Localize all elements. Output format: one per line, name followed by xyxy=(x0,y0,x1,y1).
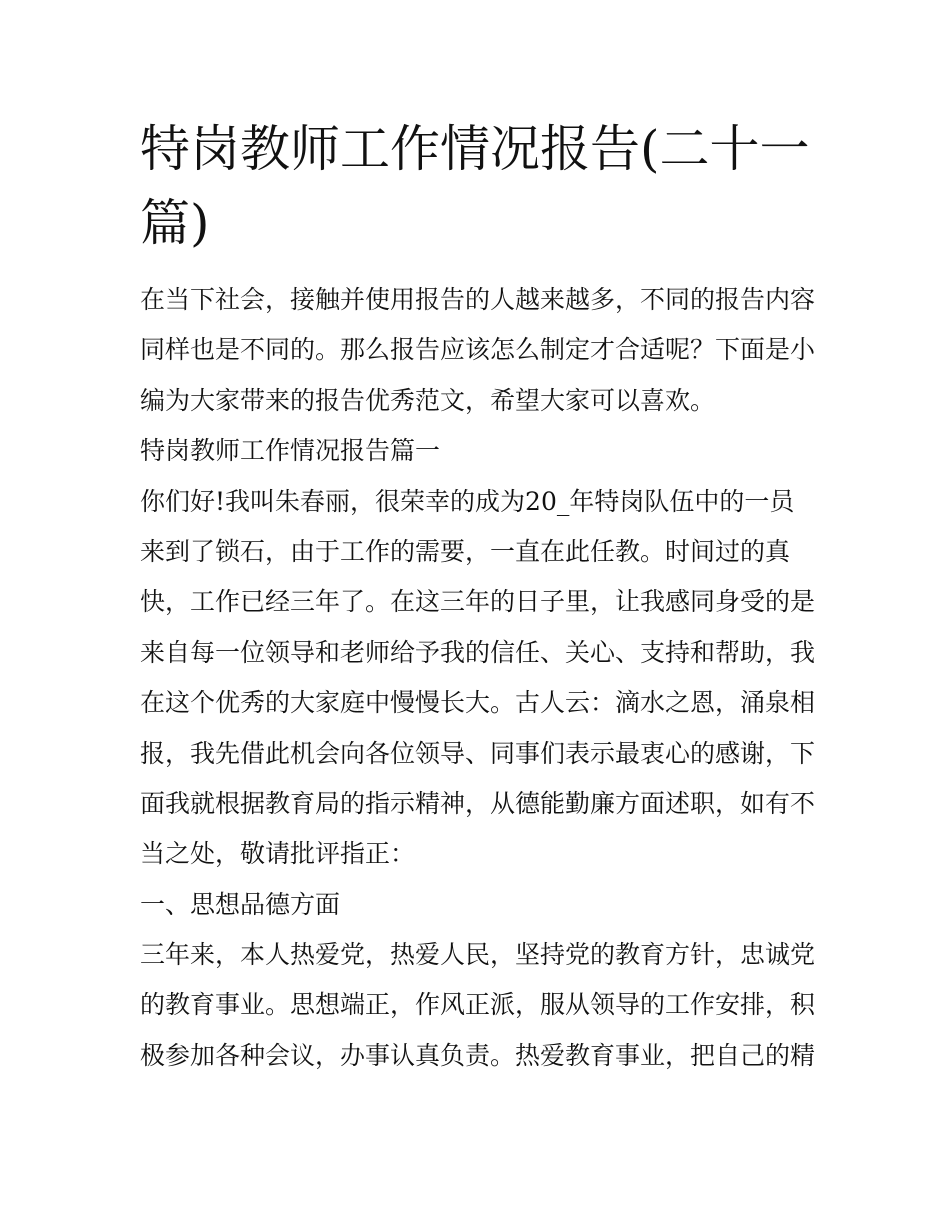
title-line-2: 篇) xyxy=(140,194,210,252)
subsection-heading: 一、思想品德方面 xyxy=(140,889,341,919)
paragraph-line: 在这个优秀的大家庭中慢慢长大。古人云：滴水之恩，涌泉相 xyxy=(140,688,816,718)
paragraph-line: 的教育事业。思想端正，作风正派，服从领导的工作安排，积 xyxy=(140,990,816,1020)
paragraph-line: 三年来，本人热爱党，热爱人民，坚持党的教育方针，忠诚党 xyxy=(140,940,816,970)
intro-line-1: 在当下社会，接触并使用报告的人越来越多，不同的报告内容 xyxy=(140,285,816,314)
paragraph-line: 极参加各种会议，办事认真负责。热爱教育事业，把自己的精 xyxy=(140,1040,816,1070)
paragraph-line: 面我就根据教育局的指示精神，从德能勤廉方面述职，如有不 xyxy=(140,788,816,818)
document-body xyxy=(140,275,830,1081)
paragraph-line: 快，工作已经三年了。在这三年的日子里，让我感同身受的是 xyxy=(140,587,816,617)
intro-line-3: 编为大家带来的报告优秀范文，希望大家可以喜欢。 xyxy=(140,385,716,415)
paragraph-line: 报，我先借此机会向各位领导、同事们表示最衷心的感谢，下 xyxy=(140,738,816,768)
paragraph-line: 你们好!我叫朱春丽，很荣幸的成为20_年特岗队伍中的一员 xyxy=(140,486,795,516)
paragraph-line: 来自每一位领导和老师给予我的信任、关心、支持和帮助，我 xyxy=(140,637,816,667)
section-heading: 特岗教师工作情况报告篇一 xyxy=(140,436,441,466)
intro-line-2: 同样也是不同的。那么报告应该怎么制定才合适呢？下面是小 xyxy=(140,335,816,365)
paragraph-line: 来到了锁石，由于工作的需要，一直在此任教。时间过的真 xyxy=(140,536,791,566)
title-line-1: 特岗教师工作情况报告(二十一 xyxy=(140,120,810,178)
document-title xyxy=(140,112,820,260)
paragraph-line: 当之处，敬请批评指正： xyxy=(140,839,416,869)
